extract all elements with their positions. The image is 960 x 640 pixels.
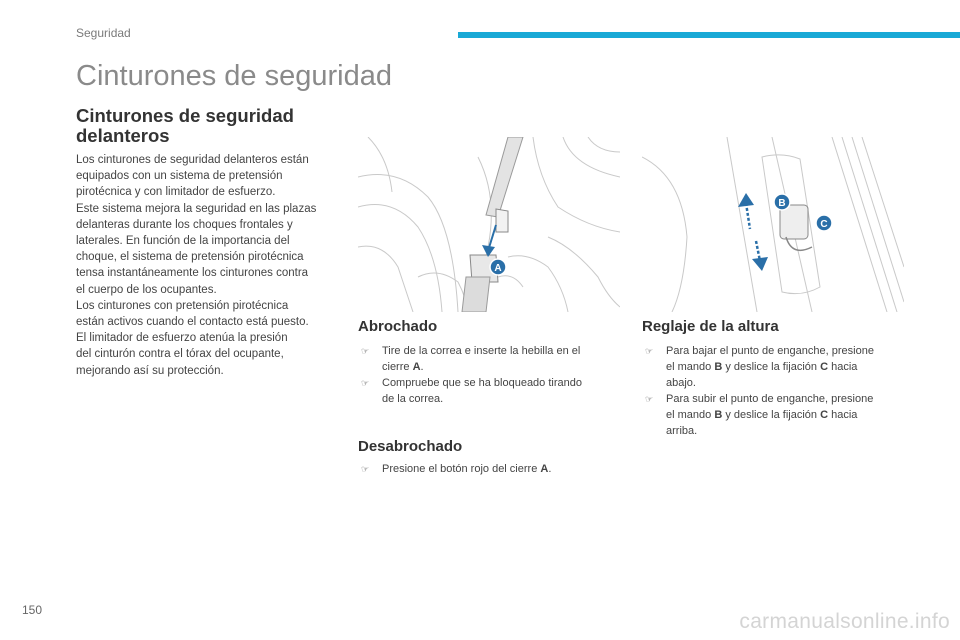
abrochado-steps <box>358 343 620 407</box>
hand-pointer-icon: ☞ <box>361 464 370 474</box>
intro-line: Los cinturones con pretensión pirotécnica <box>76 299 289 312</box>
page-title: Cinturones de seguridad <box>76 60 392 92</box>
section-subtitle <box>76 106 336 146</box>
desabrochado-steps <box>358 461 620 477</box>
intro-line: Los cinturones de seguridad delanteros están <box>76 154 309 166</box>
height-adjustment-illustration <box>642 137 904 312</box>
list-item: ☞ Para subir el punto de enganche, presione el mando B y deslice la fijación C hacia arriba. <box>645 393 874 437</box>
abrochado-heading: Abrochado <box>358 318 438 335</box>
list-item: ☞ Tire de la correa e inserte la hebilla en el cierre A. <box>361 345 581 373</box>
seatbelt-buckle-illustration <box>358 137 620 312</box>
part-reference: C <box>820 361 829 373</box>
intro-line: están activos cuando el contacto está puesto. <box>76 316 309 329</box>
height-label-b: B <box>778 198 786 209</box>
hand-pointer-icon: ☞ <box>361 378 370 388</box>
subtitle-line-1: Cinturones de seguridad <box>76 105 294 126</box>
part-reference: A <box>412 361 421 373</box>
part-reference: B <box>714 361 723 373</box>
intro-line: el cuerpo de los ocupantes. <box>76 283 217 296</box>
intro-paragraph <box>76 152 338 379</box>
intro-line: pirotécnica y con limitador de esfuerzo. <box>76 186 276 199</box>
watermark: carmanualsonline.info <box>739 610 950 633</box>
section-accent-bar <box>458 32 960 38</box>
section-label: Seguridad <box>76 26 131 40</box>
part-reference: A <box>540 463 549 475</box>
height-label-c: C <box>820 219 828 230</box>
part-reference: C <box>820 409 829 421</box>
part-reference: B <box>714 409 723 421</box>
hand-pointer-icon: ☞ <box>645 394 654 404</box>
intro-line: El limitador de esfuerzo atenúa la presión <box>76 332 288 345</box>
page-number: 150 <box>22 603 43 617</box>
intro-line: equipados con un sistema de pretensión <box>76 170 283 183</box>
intro-line: tensa instantáneamente los cinturones contra <box>76 267 309 280</box>
list-item: ☞ Presione el botón rojo del cierre A. <box>361 463 552 475</box>
intro-line: laterales. En función de la importancia del <box>76 235 290 248</box>
intro-line: mejorando así su protección. <box>76 364 224 377</box>
list-item: ☞ Compruebe que se ha bloqueado tirando de la correa. <box>361 377 582 405</box>
reglaje-heading: Reglaje de la altura <box>642 318 779 335</box>
hand-pointer-icon: ☞ <box>361 346 370 356</box>
hand-pointer-icon: ☞ <box>645 346 654 356</box>
intro-line: del cinturón contra el tórax del ocupante, <box>76 348 284 361</box>
intro-line: Este sistema mejora la seguridad en las plazas <box>76 202 317 215</box>
buckle-label-a: A <box>494 263 502 274</box>
intro-line: choque, el sistema de pretensión pirotécnica <box>76 251 304 264</box>
desabrochado-heading: Desabrochado <box>358 438 463 455</box>
subtitle-line-2: delanteros <box>76 125 170 146</box>
list-item: ☞ Para bajar el punto de enganche, presione el mando B y deslice la fijación C hacia abajo. <box>645 345 874 389</box>
intro-line: delanteras durante los choques frontales y <box>76 218 293 231</box>
reglaje-steps <box>642 343 912 439</box>
